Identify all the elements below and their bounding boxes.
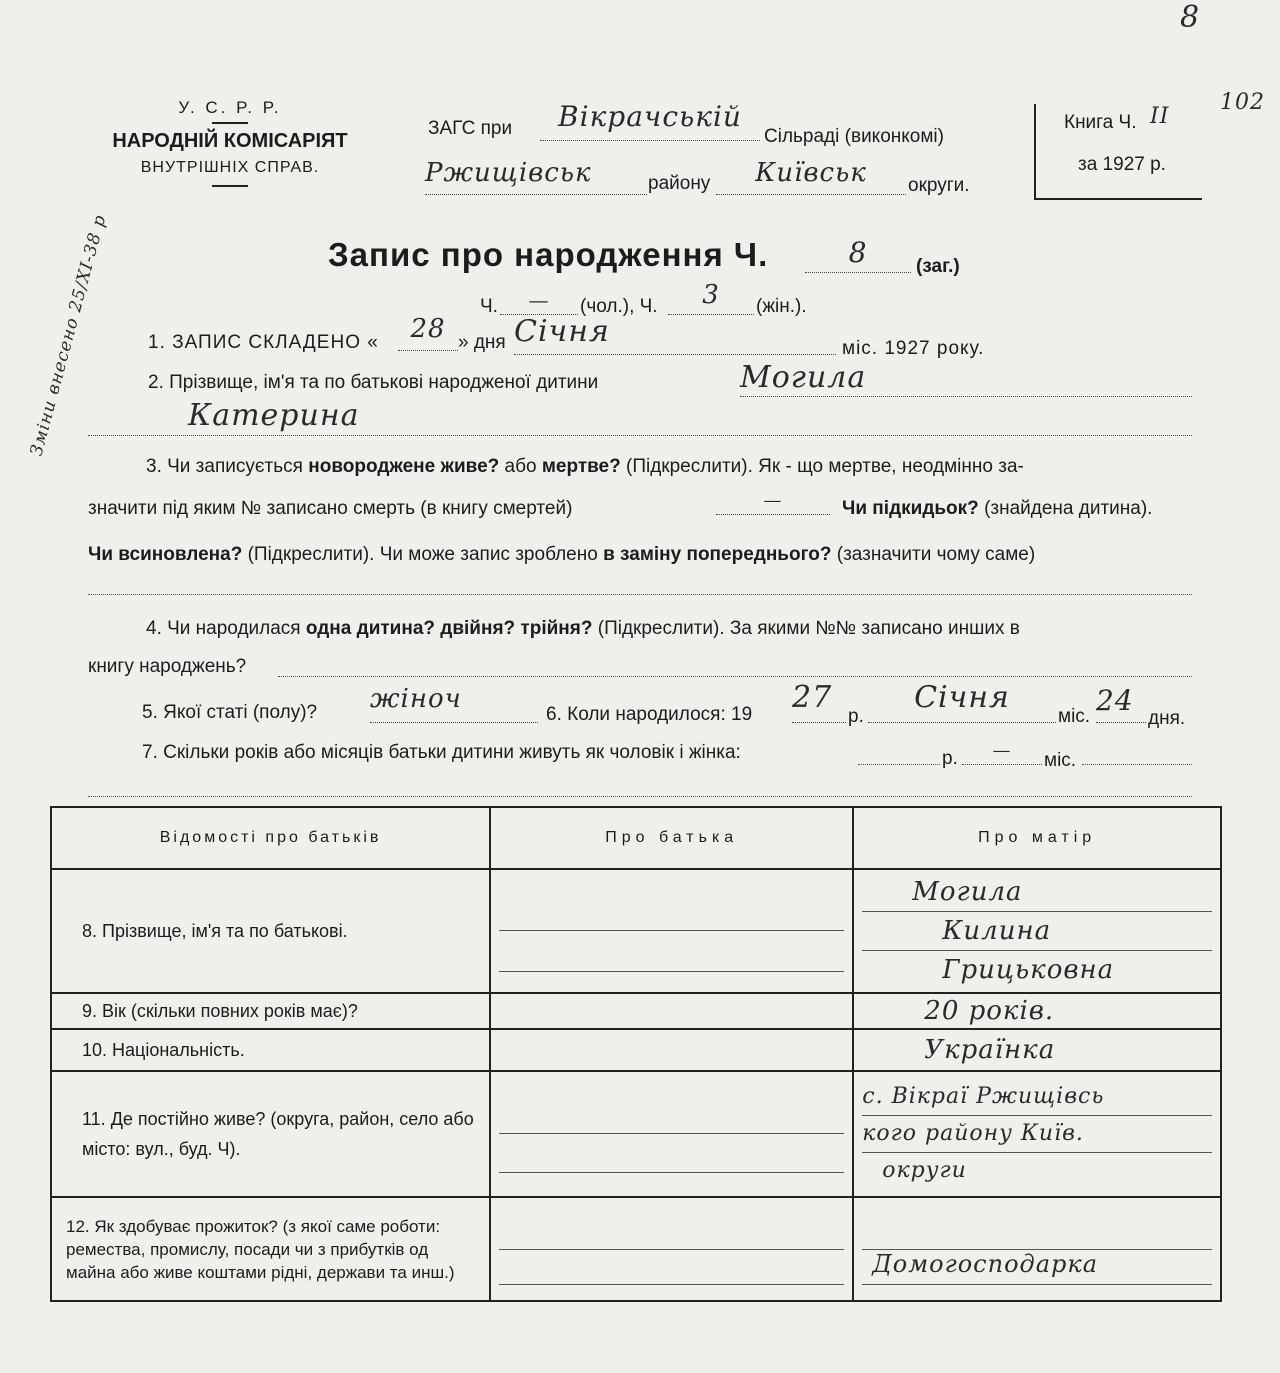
table-row <box>51 993 1221 1029</box>
q1-day: 28 <box>398 314 458 351</box>
book-box <box>1034 104 1202 200</box>
book-number: II <box>1150 104 1170 129</box>
q2-name: Катерина <box>88 398 1192 436</box>
zags-prefix: ЗАГС при <box>428 118 513 139</box>
q1-mid: » дня <box>458 332 506 353</box>
district-label: району <box>648 173 711 194</box>
q4-line1 <box>146 618 1196 640</box>
page-title: Запис про народження Ч. <box>328 236 769 273</box>
q7-mis-label: міс. <box>1044 750 1077 771</box>
ussr-label: У. С. Р. Р. <box>178 98 282 117</box>
row-label: 8. Прізвище, ім'я та по батькові. <box>51 869 490 993</box>
male-label: (чол.), Ч. <box>580 296 658 317</box>
blank-line <box>88 796 1192 797</box>
book-year: за 1927 р. <box>1078 154 1166 175</box>
divider <box>212 122 248 124</box>
row-label: 9. Вік (скільки повних років має)? <box>51 993 490 1029</box>
q6-day: 24 <box>1096 684 1146 723</box>
commissariat-label: НАРОДНІЙ КОМІСАРІЯТ <box>112 130 348 152</box>
mother-patronymic: Грицьковна <box>942 955 1115 985</box>
q3-dead-option: мертве? <box>541 456 621 477</box>
q3-text: 3. Чи записується <box>146 456 303 477</box>
row-label: 11. Де постійно живе? (округа, район, село або місто: вул., буд. Ч). <box>51 1071 490 1197</box>
q3-text: (зазначити чому саме) <box>836 544 1036 565</box>
row-label: 10. Національність. <box>51 1029 490 1071</box>
q7-months: — <box>962 740 1042 765</box>
issuer-header <box>100 98 360 187</box>
blank-line <box>278 676 1192 677</box>
q3-alive-option: новороджене живе? <box>308 456 500 477</box>
parents-table <box>50 806 1222 1302</box>
okruha-name: Київськ <box>716 158 906 195</box>
q3-text: або <box>504 456 537 477</box>
q5-label: 5. Якої статі (полу)? <box>142 702 318 723</box>
father-cell <box>490 993 853 1029</box>
table-row <box>51 1071 1221 1197</box>
q3-line2-text: значити під яким № записано смерть (в книгу смертей) <box>88 498 573 519</box>
q6-month: Січня <box>868 680 1056 723</box>
margin-number: 102 <box>1220 90 1265 115</box>
blank-line <box>1082 764 1192 765</box>
q1-month: Січня <box>514 314 836 355</box>
table-row <box>51 1029 1221 1071</box>
title-suffix: (заг.) <box>916 256 960 277</box>
mother-age: 20 років. <box>853 993 1221 1029</box>
mother-occupation: Домогосподарка <box>862 1250 1212 1285</box>
father-cell <box>490 1197 853 1301</box>
mother-occupation-cell <box>853 1197 1221 1301</box>
table-header-row <box>51 807 1221 869</box>
q4-line2: книгу народжень? <box>88 656 247 677</box>
q2-label: 2. Прізвище, ім'я та по батькові народженої дитини <box>148 372 599 393</box>
q3-adopted-option: Чи всиновлена? <box>88 544 243 565</box>
q1-prefix: 1. ЗАПИС СКЛАДЕНО « <box>148 332 379 353</box>
female-count: 3 <box>668 280 754 315</box>
q5-sex: жіноч <box>370 684 538 723</box>
book-label: Книга Ч. <box>1064 112 1137 133</box>
mother-residence-line: кого району Київ. <box>862 1116 1212 1153</box>
father-cell <box>490 1071 853 1197</box>
record-number: 8 <box>805 236 911 273</box>
side-note: Зміни внесено 25/XI-38 р <box>26 212 111 459</box>
mother-residence-line: округи <box>882 1158 967 1183</box>
q3-line1 <box>146 456 1196 478</box>
q7-r-label: р. <box>942 748 958 769</box>
header-father: Про батька <box>490 807 853 869</box>
q6-r-label: р. <box>848 706 864 727</box>
mother-residence-line: с. Вікраї Ржищівсь <box>862 1079 1212 1116</box>
council-name: Вікрачській <box>540 100 760 141</box>
q3-text: (Підкреслити). Чи може запис зроблено <box>247 544 598 565</box>
row-label: 12. Як здобуває прожиток? (з якої саме роботи: ремества, промислу, посади чи з прибутків од майна або живе коштами рідні, держави та инш.) <box>51 1197 490 1301</box>
q1-suffix: міс. 1927 року. <box>842 338 985 359</box>
divider <box>212 185 248 187</box>
council-label: Сільраді (виконкомі) <box>764 126 944 147</box>
q3-text: (знайдена дитина). <box>984 498 1153 519</box>
table-row <box>51 1197 1221 1301</box>
table-row <box>51 869 1221 993</box>
q3-line3 <box>88 544 1198 566</box>
q7-label: 7. Скільки років або місяців батьки дитини живуть як чоловік і жінка: <box>142 742 741 763</box>
q6-day-label: дня. <box>1148 708 1186 729</box>
blank-line <box>858 764 940 765</box>
q3-replacement-option: в заміну попереднього? <box>603 544 832 565</box>
header-mother: Про матір <box>853 807 1221 869</box>
q3-foundling <box>842 498 1152 520</box>
q6-label: 6. Коли народилося: 19 <box>546 704 753 725</box>
blank-line <box>88 594 1192 595</box>
q4-text: (Підкреслити). За якими №№ записано инших в <box>597 618 1020 639</box>
q2-surname: Могила <box>740 360 1192 397</box>
ch-label: Ч. <box>480 296 498 317</box>
q3-death-number: — <box>716 490 830 515</box>
q6-year: 27 <box>792 680 846 723</box>
q6-mis-label: міс. <box>1058 706 1091 727</box>
q3-foundling-option: Чи підкидьок? <box>842 498 979 519</box>
corner-page-number: 8 <box>1180 0 1201 35</box>
father-cell <box>490 1029 853 1071</box>
q4-text: 4. Чи народилася <box>146 618 301 639</box>
q4-options: одна дитина? двійня? трійня? <box>305 618 593 639</box>
district-name: Ржищівськ <box>425 158 647 195</box>
mother-name-cell <box>853 869 1221 993</box>
header-info: Відомості про батьків <box>51 807 490 869</box>
father-cell <box>490 869 853 993</box>
mother-residence-cell <box>853 1071 1221 1197</box>
ministry-label: ВНУТРІШНІХ СПРАВ. <box>140 159 320 176</box>
female-label: (жін.). <box>756 296 807 317</box>
mother-nationality: Українка <box>853 1029 1221 1071</box>
okruha-label: округи. <box>908 175 970 196</box>
mother-given-name: Килина <box>862 912 1212 951</box>
male-count: — <box>500 288 578 315</box>
mother-surname: Могила <box>862 873 1212 912</box>
q3-text: (Підкреслити). Як - що мертве, неодмінно за- <box>626 456 1024 477</box>
